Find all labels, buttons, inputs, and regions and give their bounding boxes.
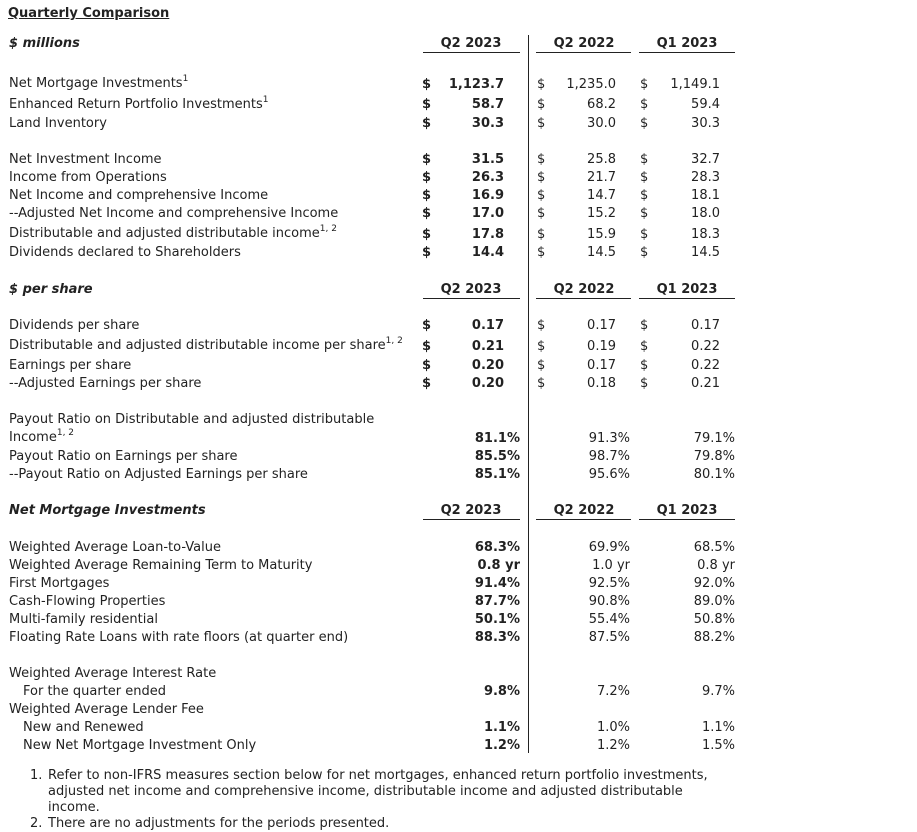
value-q1-2023: 50.8%: [693, 612, 735, 627]
value-q2-2023: 0.20: [471, 358, 504, 373]
row-label: First Mortgages: [9, 576, 110, 591]
currency-symbol: $: [640, 206, 649, 221]
currency-symbol: $: [640, 358, 649, 373]
row-label: Distributable and adjusted distributable income: [9, 226, 320, 241]
section-heading-nmi: Net Mortgage Investments: [9, 503, 206, 518]
currency-symbol: $: [640, 188, 649, 203]
currency-symbol: $: [640, 170, 649, 185]
value-q1-2023: 18.3: [691, 227, 720, 242]
header-underline: [639, 52, 735, 53]
section-heading-per-share: $ per share: [9, 282, 93, 297]
column-header: Q2 2023: [440, 36, 502, 51]
row-label: Floating Rate Loans with rate floors (at quarter end): [9, 630, 349, 645]
row-label: Multi-family residential: [9, 612, 158, 627]
value-q2-2022: 1.0 yr: [592, 558, 630, 573]
row-label: New and Renewed: [23, 720, 144, 735]
row-label: Distributable and adjusted distributable income per share: [9, 338, 386, 353]
row-label: Net Mortgage Investments: [9, 76, 183, 91]
column-header: Q1 2023: [656, 503, 718, 518]
footnote-item: [30, 768, 730, 816]
header-underline: [536, 298, 631, 299]
currency-symbol: $: [640, 97, 649, 112]
header-underline: [423, 519, 520, 520]
header-underline: [639, 298, 735, 299]
footnote-ref: 1, 2: [385, 335, 403, 346]
value-q2-2022: 7.2%: [596, 684, 630, 699]
value-q1-2023: 32.7: [691, 152, 720, 167]
value-q2-2022: 69.9%: [588, 540, 630, 555]
row-label: Dividends declared to Shareholders: [9, 245, 241, 260]
currency-symbol: $: [422, 77, 432, 92]
value-q2-2022: 55.4%: [588, 612, 630, 627]
value-q2-2022: 68.2: [587, 97, 616, 112]
value-q2-2022: 1.2%: [596, 738, 630, 753]
value-q2-2022: 0.17: [587, 318, 616, 333]
column-header: Q2 2022: [553, 36, 615, 51]
value-q2-2023: 0.8 yr: [477, 558, 520, 573]
value-q2-2022: 21.7: [587, 170, 616, 185]
currency-symbol: $: [640, 245, 649, 260]
footnote-number: 2.: [30, 816, 43, 831]
value-q1-2023: 18.0: [691, 206, 720, 221]
value-q2-2023: 87.7%: [474, 594, 520, 609]
currency-symbol: $: [640, 77, 649, 92]
value-q2-2023: 26.3: [471, 170, 504, 185]
group-label-interest-rate: Weighted Average Interest Rate: [9, 666, 217, 681]
value-q2-2022: 0.18: [587, 376, 616, 391]
value-q1-2023: 92.0%: [693, 576, 735, 591]
footnote-ref: 1, 2: [56, 427, 75, 438]
value-q1-2023: 30.3: [691, 116, 720, 131]
value-q2-2023: 16.9: [471, 188, 504, 203]
group-label-lender-fee: Weighted Average Lender Fee: [9, 702, 204, 717]
currency-symbol: $: [422, 206, 432, 221]
footnote-number: 1.: [30, 768, 43, 783]
value-q2-2023: 0.21: [471, 339, 504, 354]
currency-symbol: $: [422, 227, 432, 242]
value-q2-2022: 15.2: [587, 206, 616, 221]
row-label: For the quarter ended: [23, 684, 167, 699]
value-q2-2022: 90.8%: [588, 594, 630, 609]
footnote-ref: 1, 2: [319, 223, 337, 234]
value-q1-2023: 9.7%: [701, 684, 735, 699]
currency-symbol: $: [422, 245, 432, 260]
value-q2-2023: 85.1%: [474, 467, 520, 482]
currency-symbol: $: [422, 339, 432, 354]
currency-symbol: $: [537, 170, 546, 185]
value-q1-2023: 0.22: [691, 339, 720, 354]
value-q1-2023: 0.21: [691, 376, 720, 391]
value-q2-2022: 92.5%: [588, 576, 630, 591]
row-label: Weighted Average Loan-to-Value: [9, 540, 221, 555]
currency-symbol: $: [640, 339, 649, 354]
currency-symbol: $: [422, 376, 432, 391]
value-q1-2023: 79.8%: [693, 449, 735, 464]
currency-symbol: $: [640, 152, 649, 167]
row-label: Weighted Average Remaining Term to Maturity: [9, 558, 313, 573]
currency-symbol: $: [537, 97, 546, 112]
value-q2-2022: 1,235.0: [566, 77, 616, 92]
header-underline: [536, 52, 631, 53]
row-label: Dividends per share: [9, 318, 140, 333]
column-header: Q2 2022: [553, 503, 615, 518]
column-header: Q1 2023: [656, 36, 718, 51]
row-label: --Adjusted Earnings per share: [9, 376, 202, 391]
value-q1-2023: 59.4: [691, 97, 720, 112]
value-q2-2023: 91.4%: [474, 576, 520, 591]
currency-symbol: $: [537, 116, 546, 131]
value-q1-2023: 79.1%: [693, 431, 735, 446]
value-q2-2023: 30.3: [471, 116, 504, 131]
value-q1-2023: 89.0%: [693, 594, 735, 609]
footnote-item: [30, 816, 730, 832]
row-label: Land Inventory: [9, 116, 107, 131]
value-q2-2023: 1,123.7: [448, 77, 504, 92]
currency-symbol: $: [537, 188, 546, 203]
section-heading-millions: $ millions: [9, 36, 80, 51]
value-q2-2023: 17.8: [471, 227, 504, 242]
value-q1-2023: 80.1%: [693, 467, 735, 482]
currency-symbol: $: [537, 206, 546, 221]
value-q2-2022: 15.9: [587, 227, 616, 242]
value-q1-2023: 1.5%: [701, 738, 735, 753]
value-q1-2023: 28.3: [691, 170, 720, 185]
column-divider: [528, 35, 529, 753]
value-q2-2023: 0.20: [471, 376, 504, 391]
value-q2-2023: 1.1%: [483, 720, 520, 735]
value-q2-2022: 14.7: [587, 188, 616, 203]
currency-symbol: $: [640, 318, 649, 333]
currency-symbol: $: [422, 318, 432, 333]
currency-symbol: $: [537, 152, 546, 167]
footnote-ref: 1: [262, 94, 269, 105]
currency-symbol: $: [537, 339, 546, 354]
header-underline: [536, 519, 631, 520]
currency-symbol: $: [422, 116, 432, 131]
column-header: Q2 2022: [553, 282, 615, 297]
row-label: Enhanced Return Portfolio Investments: [9, 97, 263, 112]
currency-symbol: $: [422, 97, 432, 112]
currency-symbol: $: [640, 116, 649, 131]
currency-symbol: $: [537, 358, 546, 373]
footnotes: [30, 768, 730, 832]
value-q1-2023: 68.5%: [693, 540, 735, 555]
row-label: Earnings per share: [9, 358, 132, 373]
row-label: --Payout Ratio on Adjusted Earnings per share: [9, 467, 308, 482]
value-q1-2023: 88.2%: [693, 630, 735, 645]
column-header: Q2 2023: [440, 503, 502, 518]
value-q2-2022: 91.3%: [588, 431, 630, 446]
value-q2-2022: 1.0%: [596, 720, 630, 735]
footnote-ref: 1: [182, 73, 189, 84]
row-label: Income from Operations: [9, 170, 167, 185]
value-q2-2023: 14.4: [471, 245, 504, 260]
footnote-text: There are no adjustments for the periods presented.: [48, 816, 390, 831]
value-q2-2022: 0.17: [587, 358, 616, 373]
value-q1-2023: 1,149.1: [670, 77, 720, 92]
currency-symbol: $: [537, 77, 546, 92]
value-q1-2023: 0.17: [691, 318, 720, 333]
value-q2-2023: 88.3%: [474, 630, 520, 645]
value-q1-2023: 1.1%: [701, 720, 735, 735]
value-q1-2023: 0.8 yr: [697, 558, 735, 573]
header-underline: [639, 519, 735, 520]
value-q2-2022: 95.6%: [588, 467, 630, 482]
value-q2-2023: 0.17: [471, 318, 504, 333]
currency-symbol: $: [537, 227, 546, 242]
currency-symbol: $: [537, 318, 546, 333]
value-q2-2023: 68.3%: [474, 540, 520, 555]
value-q2-2023: 85.5%: [474, 449, 520, 464]
row-label: Payout Ratio on Distributable and adjusted distributable: [9, 412, 375, 427]
value-q2-2022: 14.5: [587, 245, 616, 260]
value-q1-2023: 18.1: [691, 188, 720, 203]
value-q1-2023: 0.22: [691, 358, 720, 373]
column-header: Q1 2023: [656, 282, 718, 297]
value-q2-2023: 17.0: [471, 206, 504, 221]
footnote-text: Refer to non-IFRS measures section below for net mortgages, enhanced return portfolio investments, adjusted net income and comprehensive income, distributable income and adjusted distributable income.: [48, 768, 708, 815]
currency-symbol: $: [422, 358, 432, 373]
value-q2-2022: 25.8: [587, 152, 616, 167]
currency-symbol: $: [422, 152, 432, 167]
row-label: --Adjusted Net Income and comprehensive Income: [9, 206, 339, 221]
row-label: New Net Mortgage Investment Only: [23, 738, 257, 753]
currency-symbol: $: [422, 188, 432, 203]
value-q2-2023: 9.8%: [483, 684, 520, 699]
value-q2-2022: 98.7%: [588, 449, 630, 464]
row-label: Net Investment Income: [9, 152, 162, 167]
row-label-continued: Income: [9, 430, 57, 445]
header-underline: [423, 52, 520, 53]
currency-symbol: $: [422, 170, 432, 185]
currency-symbol: $: [537, 245, 546, 260]
currency-symbol: $: [640, 227, 649, 242]
value-q2-2022: 0.19: [587, 339, 616, 354]
currency-symbol: $: [640, 376, 649, 391]
value-q2-2023: 50.1%: [474, 612, 520, 627]
header-underline: [423, 298, 520, 299]
column-header: Q2 2023: [440, 282, 502, 297]
page-title: Quarterly Comparison: [8, 6, 170, 21]
value-q2-2022: 87.5%: [588, 630, 630, 645]
value-q2-2023: 81.1%: [474, 431, 520, 446]
value-q1-2023: 14.5: [691, 245, 720, 260]
value-q2-2023: 1.2%: [483, 738, 520, 753]
row-label: Payout Ratio on Earnings per share: [9, 449, 238, 464]
currency-symbol: $: [537, 376, 546, 391]
row-label: Cash-Flowing Properties: [9, 594, 166, 609]
value-q2-2022: 30.0: [587, 116, 616, 131]
value-q2-2023: 58.7: [471, 97, 504, 112]
row-label: Net Income and comprehensive Income: [9, 188, 269, 203]
value-q2-2023: 31.5: [471, 152, 504, 167]
